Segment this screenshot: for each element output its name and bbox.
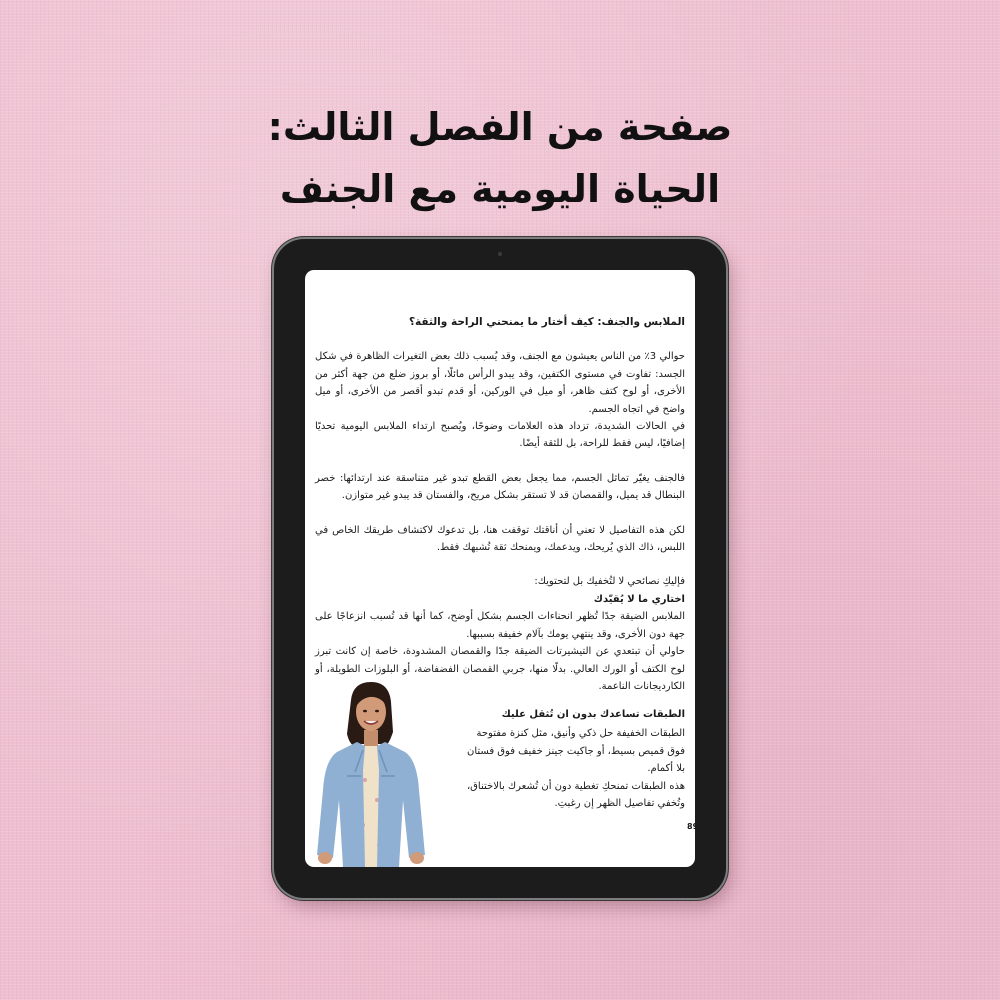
- page-number: 89: [687, 822, 699, 831]
- book-page-text: [315, 314, 685, 695]
- paragraph-1: حوالي 3٪ من الناس يعيشون مع الجنف، وقد يُسبب ذلك بعض التغيرات الظاهرة في شكل الجسد: تفاوت في مستوى الكتفين، وقد يبدو الرأس مائلًا، أو بروز ضلع من جهة أكثر من الأخرى، أو لوح كتف ظاهر، أو ميل في الوركين، أو قدم تبدو أقصر من الأخرى، أو ميل واضح في اتجاه الجسم.: [315, 351, 685, 415]
- paragraph-4: لكن هذه التفاصيل لا تعني أن أناقتك توقفت هنا، بل تدعوك لاكتشاف طريقك الخاص في اللبس، ذاك الذي يُريحك، ويدعمك، ويمنحك ثقة تُشبهك فقط.: [315, 524, 685, 554]
- tip-1-line-2: حاولي أن تبتعدي عن التيشيرتات الضيقة جدًا والقمصان المشدودة، خاصة إن كانت تبرز لوح الكتف أو الورك العالي. بدلًا منها، جربي القمصان الفضفاضة، أو البلوزات الطويلة، أو الكارديجانات الناعمة.: [315, 646, 685, 692]
- tip-1-line-1: الملابس الضيقة جدًا تُظهر انحناءات الجسم بشكل أوضح، كما أنها قد تُسبب انزعاجًا على جهة دون الأخرى، وقد ينتهي يومك بآلام خفيفة بسببها.: [315, 611, 685, 640]
- camera-icon: [498, 252, 502, 256]
- tip-2-block: [433, 706, 685, 812]
- tip-2-line-2: فوق قميص بسيط، أو جاكيت جينز خفيف فوق فستان: [467, 745, 685, 757]
- tip-2-line-4: هذه الطبقات تمنحكِ تغطية دون أن تُشعرك بالاختناق،: [466, 780, 685, 792]
- tip-2-title: الطبقات تساعدك بدون ان تُثقل عليك: [501, 709, 685, 720]
- woman-in-denim-jacket-icon: [307, 680, 433, 867]
- paragraph-2: في الحالات الشديدة، تزداد هذه العلامات وضوحًا، ويُصبح ارتداء الملابس اليومية تحديًا إضافيًا، ليس فقط للراحة، بل للثقة أيضًا.: [315, 421, 685, 450]
- tip-1-title: اختاري ما لا يُقيّدك: [593, 593, 685, 605]
- tablet-screen: [305, 270, 699, 867]
- tip-2-line-1: الطبقات الخفيفة حل ذكي وأنيق، مثل كنزة مفتوحة: [476, 728, 685, 740]
- headline-line-1: صفحة من الفصل الثالث:: [267, 105, 733, 149]
- tip-2-line-3: بلا أكمام.: [647, 763, 685, 775]
- section-title: الملابس والجنف: كيف أختار ما يمنحني الراحة والثقة؟: [408, 316, 685, 328]
- tablet-device: [274, 239, 726, 898]
- paragraph-3: فالجنف يغيّر تماثل الجسم، مما يجعل بعض القطع تبدو غير متناسقة عند ارتدائها: خصر البنطال قد يميل، والقمصان قد لا تستقر بشكل مريح، والفستان قد يبدو غير متوازن.: [315, 472, 685, 502]
- tips-intro: فإليكِ نصائحي لا لتُخفيك بل لتحتويك:: [534, 576, 685, 588]
- tip-2-line-5: وتُخفي تفاصيل الظهر إن رغبتِ.: [554, 798, 685, 810]
- headline: [150, 96, 850, 220]
- headline-line-2: الحياة اليومية مع الجنف: [279, 167, 721, 211]
